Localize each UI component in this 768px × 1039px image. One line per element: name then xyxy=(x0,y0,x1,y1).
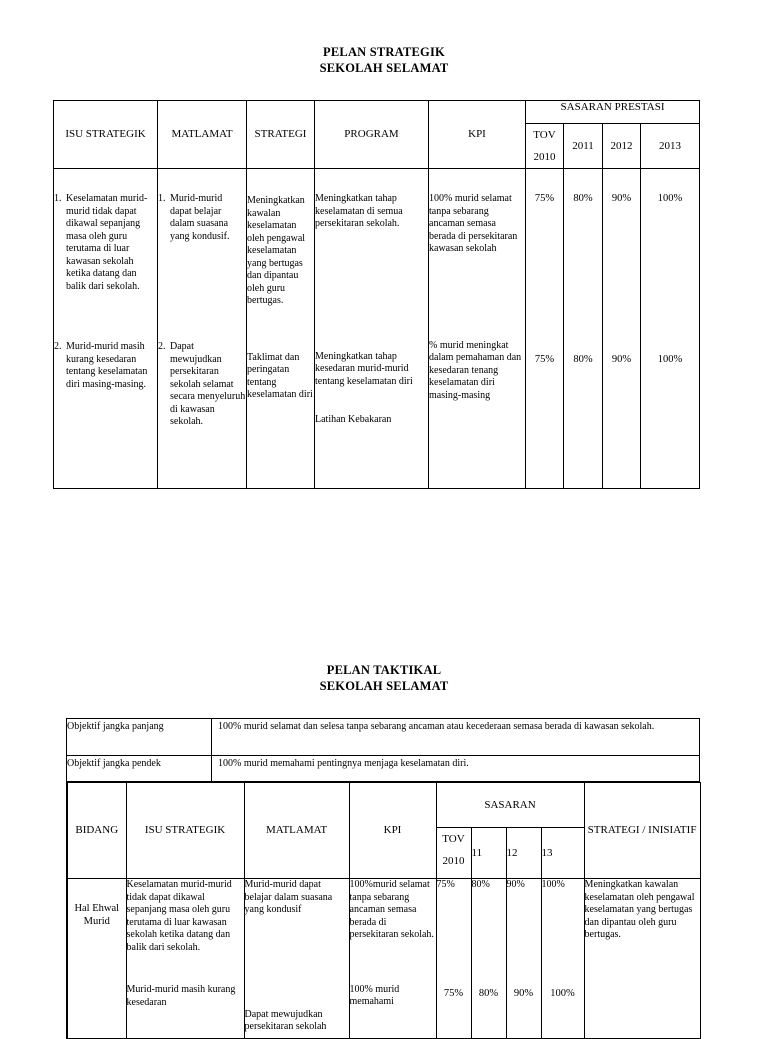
tactical-title-line2: SEKOLAH SELAMAT xyxy=(319,679,449,693)
tactical-title xyxy=(0,662,768,694)
isu-item-text: Murid-murid masih kurang kesedaran tentang keselamatan diri masing-masing. xyxy=(66,341,148,390)
header-matlamat: MATLAMAT xyxy=(158,101,247,169)
year-11-value-1: 80% xyxy=(471,879,490,890)
header-year-12: 12 xyxy=(506,828,541,879)
y2011-value-2: 80% xyxy=(573,353,593,365)
strategic-title-line2: SEKOLAH SELAMAT xyxy=(319,61,449,75)
bidang-cell: Hal Ehwal Murid xyxy=(67,879,126,1039)
header-2011: 2011 xyxy=(564,124,603,169)
strategic-table xyxy=(53,100,700,489)
isu-item-text: Keselamatan murid-murid tidak dapat dikawal sepanjang masa oleh guru terutama di luar kawasan sekolah ketika datang dan balik dari sekolah. xyxy=(66,193,148,292)
isu-item-2: Murid-murid masih kurang kesedaran xyxy=(126,984,236,1008)
header-isu-strategik: ISU STRATEGIK xyxy=(126,783,244,879)
header-tov-year: 2010 xyxy=(442,855,465,867)
isu-item-2 xyxy=(54,341,157,391)
header-year-13: 13 xyxy=(541,828,584,879)
short-term-objective-value: 100% murid memahami pentingnya menjaga keselamatan diri. xyxy=(212,756,700,782)
matlamat-item-2: Dapat mewujudkan persekitaran sekolah xyxy=(244,1008,327,1032)
kpi-cell xyxy=(349,879,436,1039)
matlamat-item-1: Murid-murid dapat belajar dalam suasana yang kondusif xyxy=(244,879,333,915)
strategi-item-1: Meningkatkan kawalan keselamatan oleh pengawal keselamatan yang bertugas dan dipantau oleh guru bertugas. xyxy=(247,195,306,306)
header-isu-strategik: ISU STRATEGIK xyxy=(54,101,158,169)
kpi-item-1: 100% murid selamat tanpa sebarang ancaman semasa berada di persekitaran kawasan sekolah xyxy=(429,193,518,254)
matlamat-item-number: 1. xyxy=(158,193,166,204)
kpi-cell xyxy=(429,169,526,489)
tov-cell xyxy=(436,879,471,1039)
isu-item-number: 1. xyxy=(54,193,62,204)
isu-item-1: Keselamatan murid-murid tidak dapat dikawal sepanjang masa oleh guru terutama di luar kawasan sekolah ketika datang dan balik dari sekolah. xyxy=(126,879,232,953)
header-bidang: BIDANG xyxy=(67,783,126,879)
program-cell xyxy=(315,169,429,489)
long-term-objective-value: 100% murid selamat dan selesa tanpa sebarang ancaman atau kecederaan semasa berada di kawasan sekolah. xyxy=(212,719,700,756)
header-sasaran: SASARAN xyxy=(436,783,584,828)
y2011-value-1: 80% xyxy=(573,193,593,204)
y2013-value-2: 100% xyxy=(657,353,683,365)
y2012-value-2: 90% xyxy=(611,353,632,365)
header-sasaran-prestasi: SASARAN PRESTASI xyxy=(526,101,700,124)
y2012-value-1: 90% xyxy=(611,193,632,204)
isu-item-number: 2. xyxy=(54,341,62,352)
program-item-1: Meningkatkan tahap keselamatan di semua persekitaran sekolah. xyxy=(315,193,403,229)
matlamat-cell xyxy=(244,879,349,1039)
strategi-cell xyxy=(584,879,700,1039)
header-tov-year: 2010 xyxy=(533,151,556,163)
kpi-item-1: 100%murid selamat tanpa sebarang ancaman semasa berada di persekitaran sekolah. xyxy=(349,879,434,940)
y2013-value-1: 100% xyxy=(657,193,683,204)
tov-value-1: 75% xyxy=(436,879,455,890)
tov-value-2: 75% xyxy=(443,987,464,999)
matlamat-cell xyxy=(158,169,247,489)
header-strategi: STRATEGI xyxy=(247,101,315,169)
year-13-value-1: 100% xyxy=(541,879,565,890)
y2013-cell xyxy=(641,169,700,489)
header-year-11: 11 xyxy=(471,828,506,879)
matlamat-item-text: Dapat mewujudkan persekitaran sekolah selamat secara menyeluruh di kawasan sekolah. xyxy=(170,341,246,427)
tov-value-1: 75% xyxy=(534,193,555,204)
strategi-item-2: Taklimat dan peringatan tentang keselamatan diri xyxy=(247,351,313,400)
year-12-value-1: 90% xyxy=(506,879,525,890)
header-tov-label: TOV xyxy=(442,833,465,845)
matlamat-item-1 xyxy=(158,193,246,243)
strategi-item-1: Meningkatkan kawalan keselamatan oleh pengawal keselamatan yang bertugas dan dipantau oleh guru bertugas. xyxy=(584,879,695,940)
matlamat-item-2 xyxy=(158,341,246,429)
program-item-2: Meningkatkan tahap kesedaran murid-murid tentang keselamatan diri xyxy=(315,350,413,387)
objective-table xyxy=(66,718,700,782)
kpi-item-2: 100% murid memahami xyxy=(349,983,400,1007)
header-strategi-inisiatif: STRATEGI / INISIATIF xyxy=(584,783,700,879)
year-13-value-2: 100% xyxy=(550,987,575,999)
isu-cell xyxy=(54,169,158,489)
kpi-item-2: % murid meningkat dalam pemahaman dan kesedaran tenang keselamatan diri masing-masing xyxy=(429,339,522,401)
long-term-objective-label: Objektif jangka panjang xyxy=(67,719,212,756)
tov-value-2: 75% xyxy=(534,353,555,365)
tactical-table xyxy=(66,782,701,1039)
header-kpi: KPI xyxy=(349,783,436,879)
isu-item-1 xyxy=(54,193,157,293)
program-item-3: Latihan Kebakaran xyxy=(315,414,392,425)
header-2012: 2012 xyxy=(603,124,641,169)
header-2013: 2013 xyxy=(641,124,700,169)
header-kpi: KPI xyxy=(429,101,526,169)
header-program: PROGRAM xyxy=(315,101,429,169)
header-tov-label: TOV xyxy=(533,129,556,141)
header-matlamat: MATLAMAT xyxy=(244,783,349,879)
header-tov xyxy=(436,828,471,879)
strategic-title-line1: PELAN STRATEGIK xyxy=(323,45,445,59)
y2012-cell xyxy=(603,169,641,489)
matlamat-item-text: Murid-murid dapat belajar dalam suasana yang kondusif. xyxy=(170,193,230,242)
year-13-cell xyxy=(541,879,584,1039)
matlamat-item-number: 2. xyxy=(158,341,166,352)
tactical-title-line1: PELAN TAKTIKAL xyxy=(326,663,442,677)
year-11-cell xyxy=(471,879,506,1039)
header-tov xyxy=(526,124,564,169)
year-11-value-2: 80% xyxy=(478,987,499,999)
y2011-cell xyxy=(564,169,603,489)
year-12-value-2: 90% xyxy=(513,987,534,999)
strategic-title xyxy=(0,44,768,76)
isu-cell xyxy=(126,879,244,1039)
short-term-objective-label: Objektif jangka pendek xyxy=(67,756,212,782)
year-12-cell xyxy=(506,879,541,1039)
strategi-cell xyxy=(247,169,315,489)
tov-cell xyxy=(526,169,564,489)
